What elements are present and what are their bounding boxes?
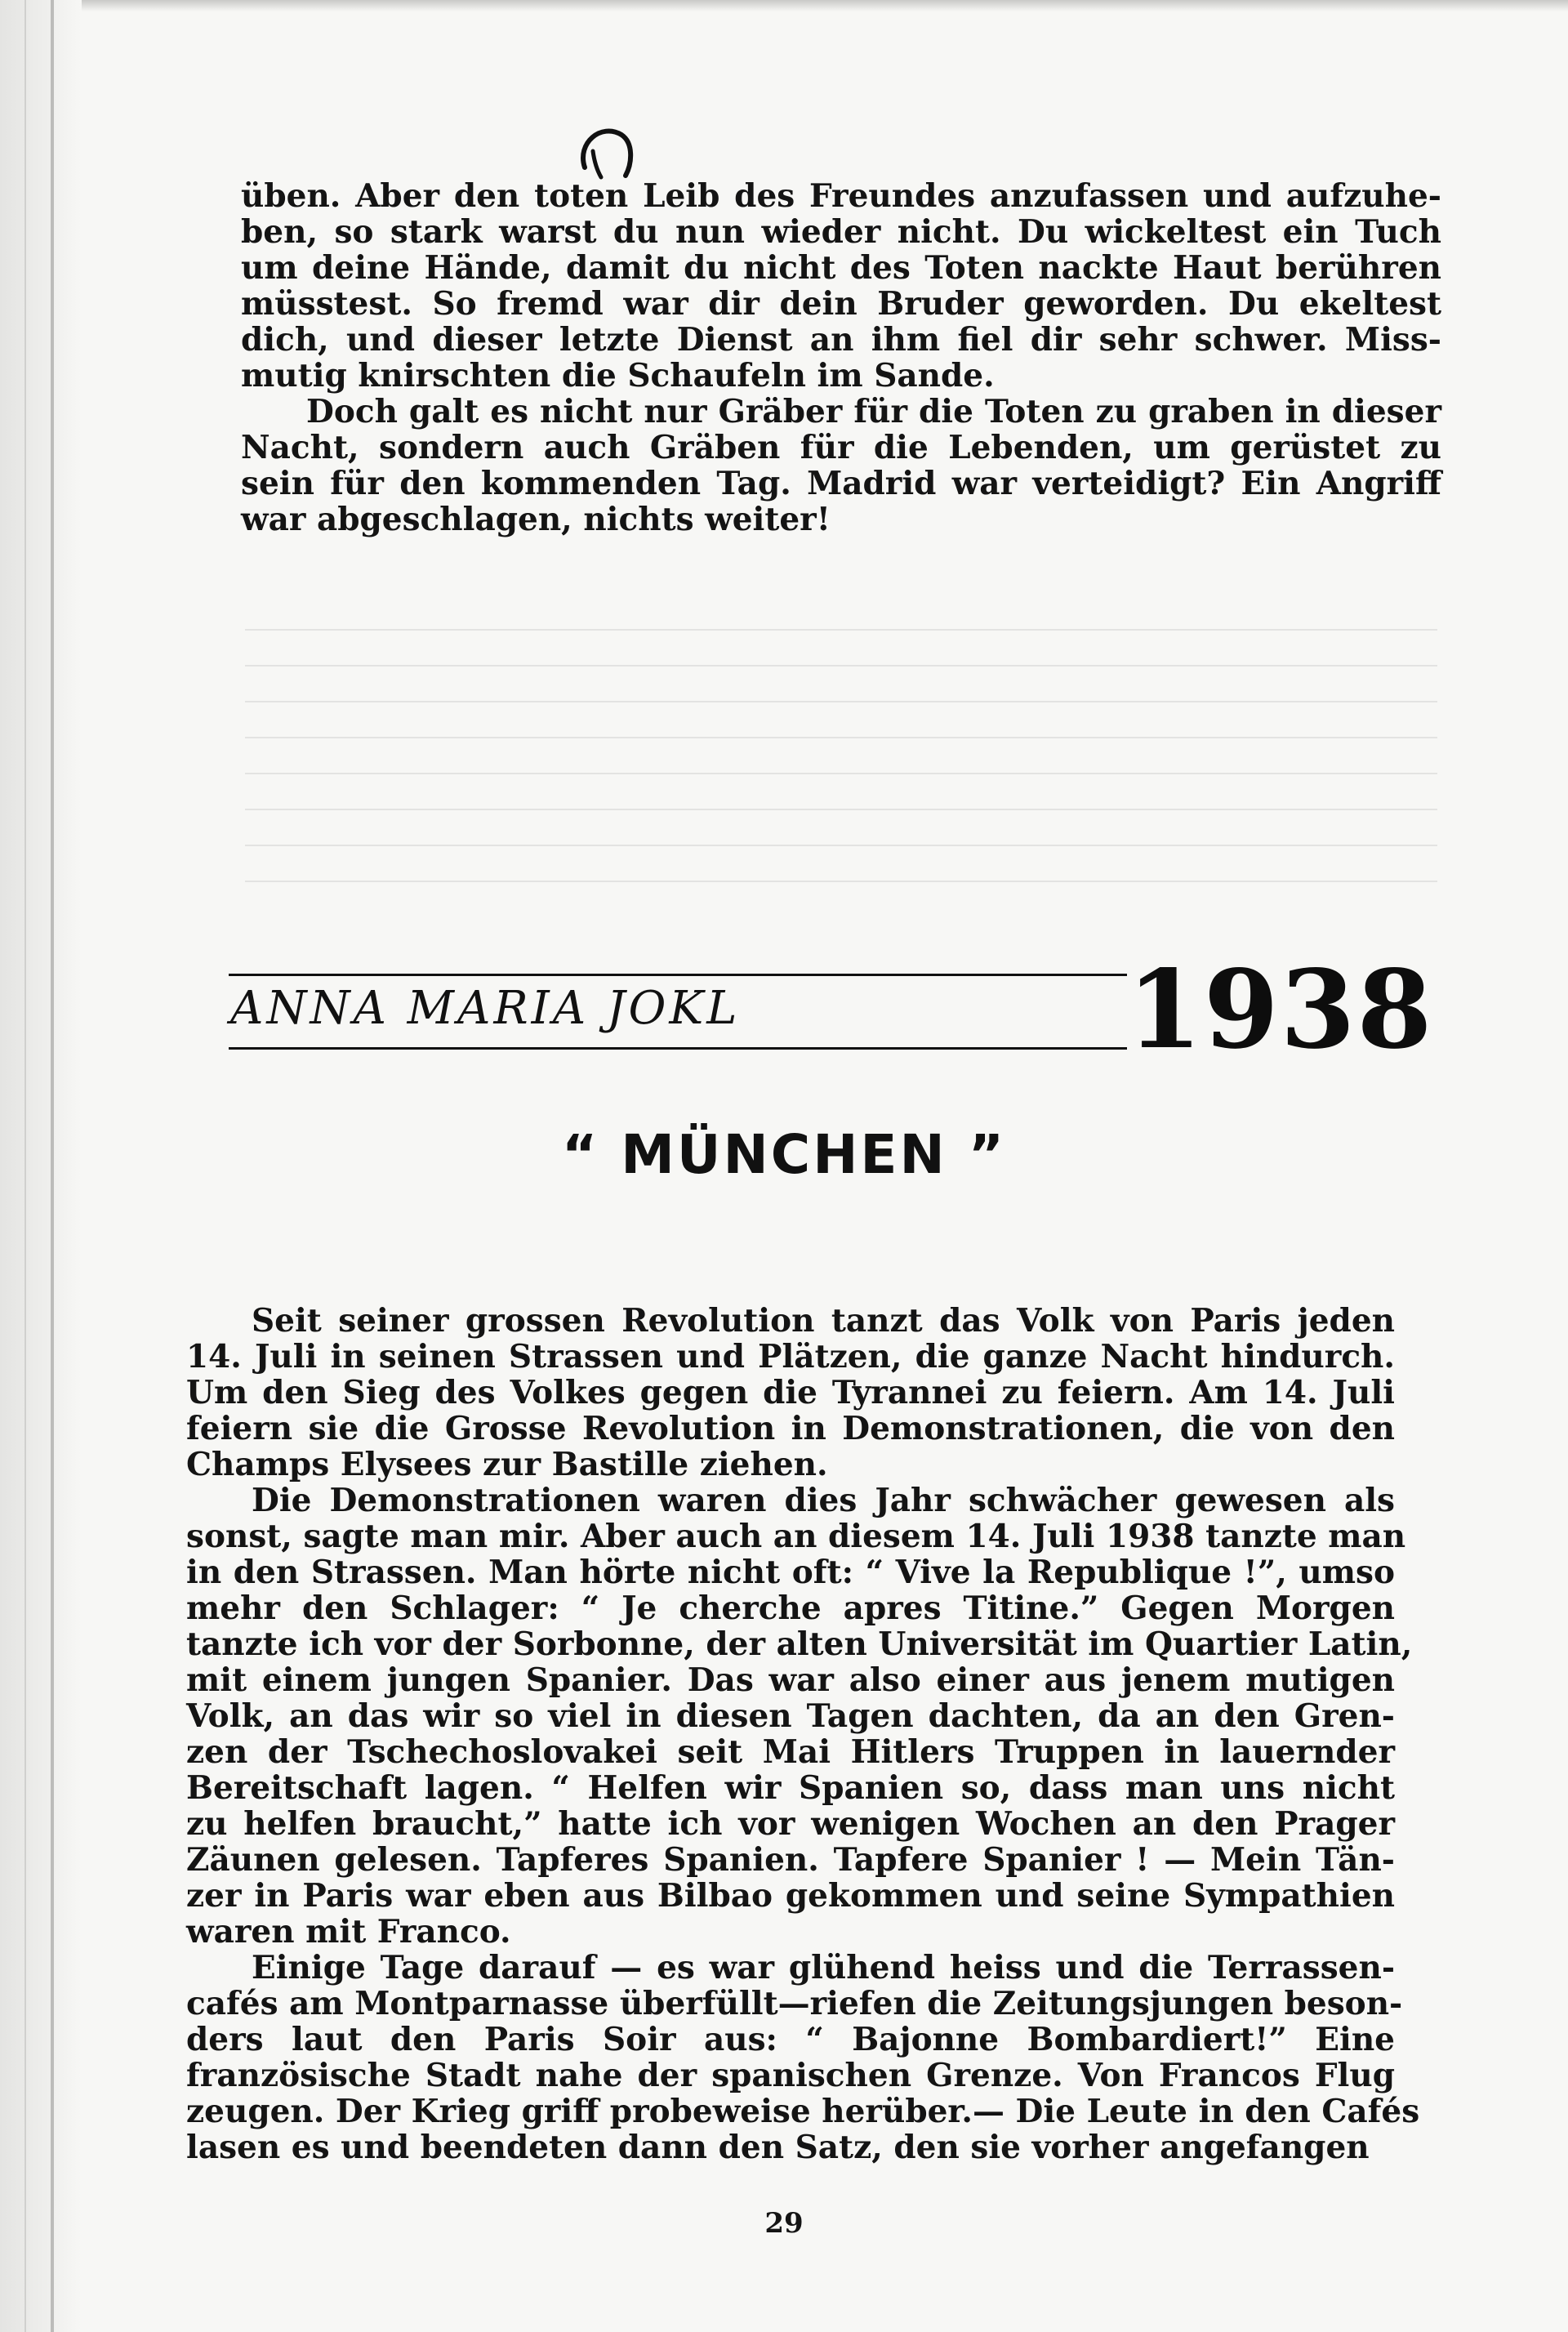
text-line: zeugen. Der Krieg griff probeweise herüber.— Die Leute in den Cafés (186, 2093, 1420, 2130)
text-line: 14. Juli in seinen Strassen und Plätzen, die ganze Nacht hindurch. (186, 1338, 1395, 1376)
page-number: 29 (764, 2207, 804, 2240)
author-name: ANNA MARIA JOKL (230, 982, 741, 1035)
chapter-year: 1938 (1127, 947, 1434, 1073)
paragraph (241, 178, 1441, 394)
text-line: Um den Sieg des Volkes gegen die Tyrannei zu feiern. Am 14. Juli (186, 1374, 1395, 1411)
text-line: tanzte ich vor der Sorbonne, der alten Universität im Quartier Latin, (186, 1625, 1413, 1663)
text-line: mehr den Schlager: “ Je cherche apres Titine.” Gegen Morgen (186, 1590, 1395, 1627)
text-line: war abgeschlagen, nichts weiter! (241, 501, 831, 538)
text-line: ders laut den Paris Soir aus: “ Bajonne Bombardiert!” Eine (186, 2021, 1395, 2058)
chapter-body-text (186, 1302, 1420, 2166)
text-line: um deine Hände, damit du nicht des Toten nackte Haut berühren (241, 249, 1441, 287)
paragraph (241, 394, 1441, 537)
text-line: waren mit Franco. (186, 1913, 511, 1951)
text-line: Bereitschaft lagen. “ Helfen wir Spanien so, dass man uns nicht (186, 1769, 1395, 1807)
text-line: Einige Tage darauf — es war glühend heiss und die Terrassen- (252, 1949, 1395, 1986)
text-line: Champs Elysees zur Bastille ziehen. (186, 1446, 828, 1483)
text-line: mutig knirschten die Schaufeln im Sande. (241, 357, 995, 395)
text-line: Seit seiner grossen Revolution tanzt das Volk von Paris jeden (252, 1302, 1395, 1340)
text-line: feiern sie die Grosse Revolution in Demonstrationen, die von den (186, 1410, 1395, 1447)
text-line: zer in Paris war eben aus Bilbao gekommen und seine Sympathien (186, 1877, 1395, 1915)
text-line: müsstest. So fremd war dir dein Bruder geworden. Du ekeltest (241, 285, 1441, 323)
text-line: lasen es und beendeten dann den Satz, den sie vorher angefangen (186, 2129, 1370, 2166)
text-line: ben, so stark warst du nun wieder nicht. Du wickeltest ein Tuch (241, 213, 1441, 251)
continued-text-block (241, 178, 1441, 537)
paragraph (186, 1482, 1413, 1951)
bleed-through-shadow (245, 629, 1437, 898)
text-line: üben. Aber den toten Leib des Freundes anzufassen und aufzuhe- (241, 177, 1441, 215)
ink-blot-mark (568, 118, 642, 184)
text-line: Volk, an das wir so viel in diesen Tagen dachten, da an den Gren- (186, 1697, 1395, 1735)
text-line: Zäunen gelesen. Tapferes Spanien. Tapfere Spanier ! — Mein Tän- (186, 1841, 1395, 1879)
text-line: sonst, sagte man mir. Aber auch an diesem 14. Juli 1938 tanzte man (186, 1518, 1406, 1555)
text-line: dich, und dieser letzte Dienst an ihm fiel dir sehr schwer. Miss- (241, 321, 1441, 359)
page-top-edge (0, 0, 1568, 11)
text-line: Doch galt es nicht nur Gräber für die Toten zu graben in dieser (306, 393, 1441, 430)
text-line: mit einem jungen Spanier. Das war also einer aus jenem mutigen (186, 1661, 1395, 1699)
text-line: cafés am Montparnasse überfüllt—riefen die Zeitungsjungen beson- (186, 1985, 1403, 2022)
text-line: Nacht, sondern auch Gräben für die Lebenden, um gerüstet zu (241, 429, 1441, 466)
paragraph (186, 1303, 1395, 1483)
header-rule-bottom (229, 1047, 1127, 1050)
header-rule-top (229, 974, 1127, 976)
text-line: zu helfen braucht,” hatte ich vor wenigen Wochen an den Prager (186, 1805, 1395, 1843)
text-line: zen der Tschechoslovakei seit Mai Hitlers Truppen in lauernder (186, 1733, 1395, 1771)
chapter-title: “ MÜNCHEN ” (561, 1123, 1007, 1186)
paragraph (186, 1949, 1420, 2166)
text-line: in den Strassen. Man hörte nicht oft: “ Vive la Republique !”, umso (186, 1554, 1395, 1591)
text-line: Die Demonstrationen waren dies Jahr schwächer gewesen als (252, 1482, 1395, 1519)
text-line: sein für den kommenden Tag. Madrid war verteidigt? Ein Angriff (241, 465, 1441, 502)
text-line: französische Stadt nahe der spanischen Grenze. Von Francos Flug (186, 2057, 1395, 2094)
